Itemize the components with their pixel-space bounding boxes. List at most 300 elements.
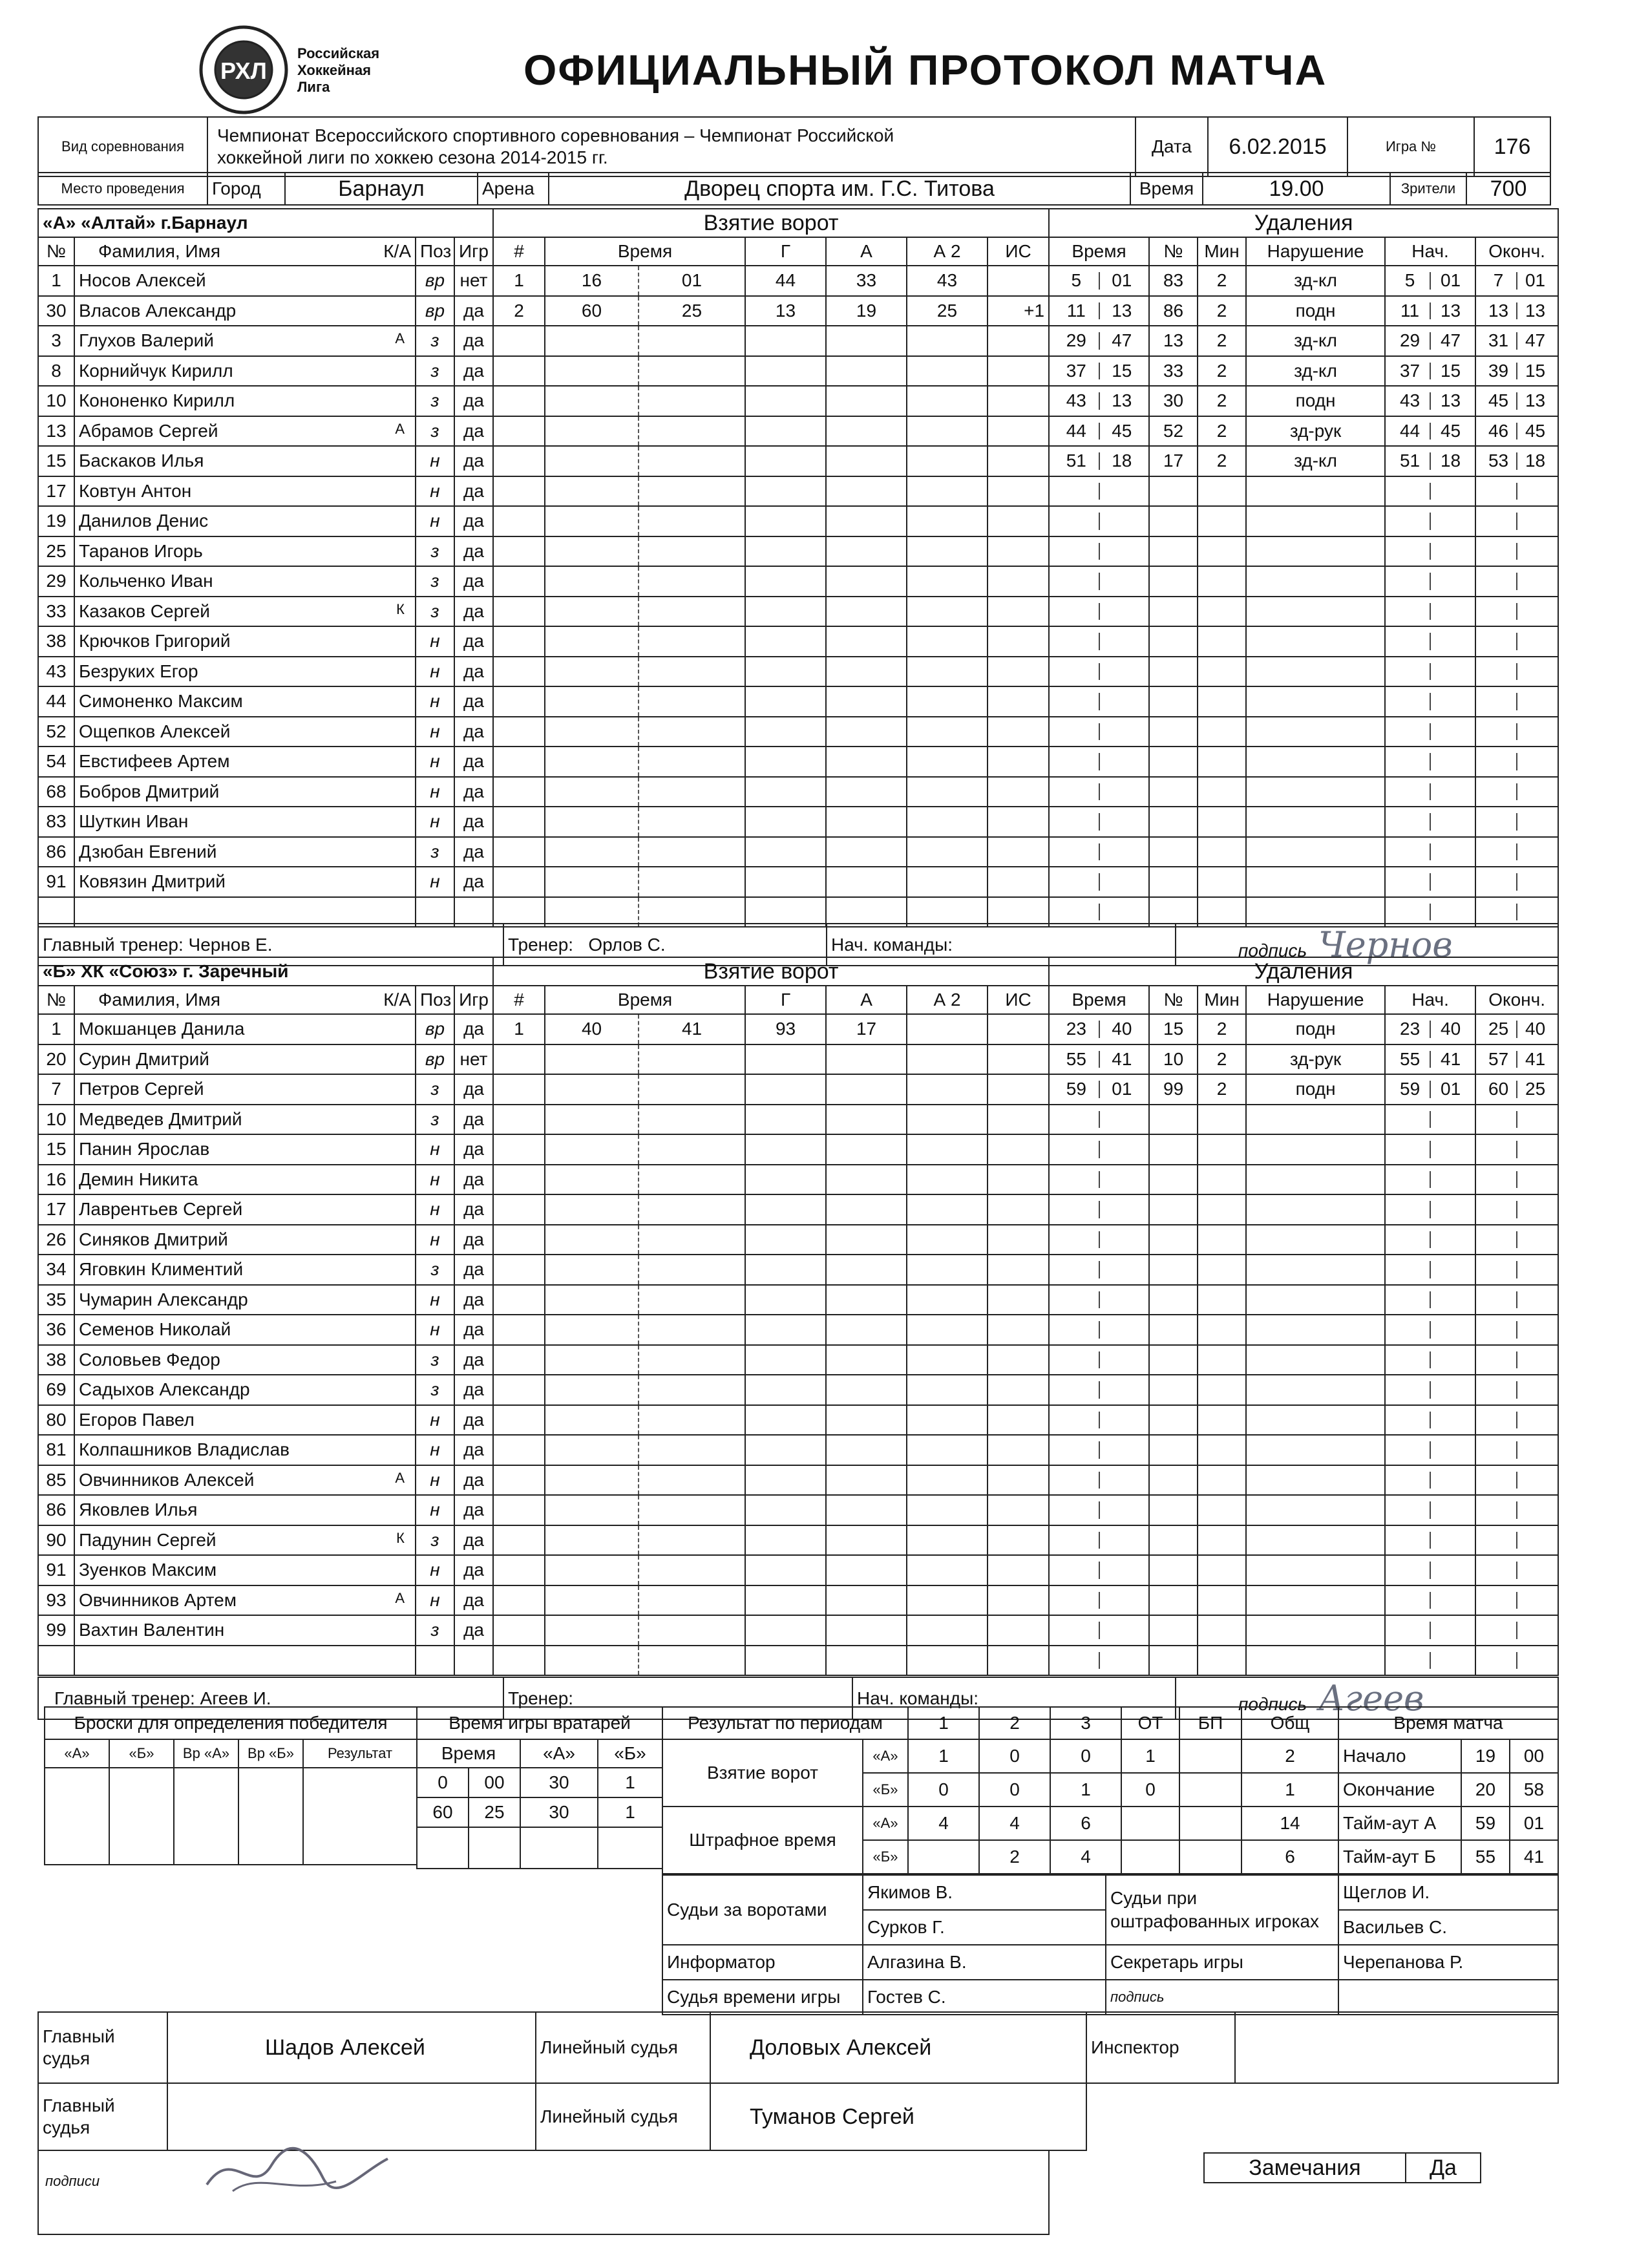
goal-number — [493, 1255, 545, 1285]
player-name: Семенов Николай — [79, 1319, 231, 1340]
player-ka: А — [395, 1589, 405, 1606]
time-seconds: 13 — [1440, 390, 1461, 411]
player-position: з — [416, 536, 454, 567]
penalty-start — [1385, 1105, 1475, 1135]
player-position: н — [416, 1465, 454, 1496]
goal-assist — [826, 356, 907, 387]
penalty-end — [1475, 416, 1558, 447]
player-played: да — [454, 506, 493, 536]
penalty-end — [1475, 686, 1558, 717]
player-position: н — [416, 446, 454, 476]
pen-a-total: 14 — [1241, 1807, 1338, 1840]
player-name: Яговкин Климентий — [79, 1259, 244, 1280]
penalty-minutes — [1198, 1285, 1246, 1315]
penalty-minutes — [1198, 1375, 1246, 1405]
player-ka: А — [395, 330, 405, 347]
penalty-start — [1385, 266, 1475, 296]
penalty-time — [1049, 1495, 1149, 1525]
goal-assist2 — [907, 1165, 988, 1195]
table-row — [38, 1555, 1558, 1585]
team-a-goals-title: Взятие ворот — [493, 209, 1049, 237]
penalty-start — [1385, 1194, 1475, 1225]
penalty-violation — [1246, 1105, 1385, 1135]
penalty-minutes — [1198, 717, 1246, 747]
time-seconds: 41 — [1525, 1048, 1546, 1069]
penalty-time — [1049, 1375, 1149, 1405]
goal-assist2 — [907, 1375, 988, 1405]
goal-number — [493, 1615, 545, 1646]
goal-number — [493, 1435, 545, 1465]
goal-assist — [826, 1405, 907, 1436]
goal-number — [493, 326, 545, 356]
table-row — [38, 777, 1558, 807]
time-minutes: 23 — [1400, 1019, 1421, 1039]
penalty-player — [1149, 1465, 1198, 1496]
col-name — [74, 986, 416, 1014]
col-pen-min: Мин — [1198, 986, 1246, 1014]
player-position: з — [416, 326, 454, 356]
player-position: з — [416, 416, 454, 447]
goal-number — [493, 1074, 545, 1105]
goal-assist — [826, 476, 907, 507]
goal-number — [493, 1134, 545, 1165]
player-name-cell — [74, 1375, 416, 1405]
goal-is — [988, 506, 1049, 536]
pen-b-total: 6 — [1241, 1840, 1338, 1874]
player-position: з — [416, 597, 454, 627]
goal-scorer — [745, 1585, 826, 1616]
goal-assist — [826, 626, 907, 657]
player-name-cell — [74, 1465, 416, 1496]
player-played: да — [454, 626, 493, 657]
penalty-end — [1475, 266, 1558, 296]
table-row — [38, 506, 1558, 536]
player-name: Егоров Павел — [79, 1409, 195, 1430]
goalie-time-sec: 00 — [469, 1768, 520, 1797]
col-pen-start: Нач. — [1385, 986, 1475, 1014]
penalty-time — [1049, 1585, 1149, 1616]
time-seconds: 40 — [1112, 1019, 1132, 1039]
player-played: да — [454, 566, 493, 597]
col-pen-num: № — [1149, 986, 1198, 1014]
goal-assist2 — [907, 416, 988, 447]
arena-label: Арена — [478, 173, 549, 205]
penalty-minutes: 2 — [1198, 1044, 1246, 1075]
goal-assist2 — [907, 536, 988, 567]
penalty-player — [1149, 1285, 1198, 1315]
goal-assist — [826, 1525, 907, 1556]
goal-assist — [826, 416, 907, 447]
penalty-time — [1049, 356, 1149, 387]
player-name: Ощепков Алексей — [79, 721, 231, 741]
inspector-label: Инспектор — [1086, 2012, 1235, 2083]
penalty-player — [1149, 1646, 1198, 1676]
goal-is — [988, 1465, 1049, 1496]
player-position: н — [416, 1405, 454, 1436]
city-value: Барнаул — [285, 173, 478, 205]
penalty-end — [1475, 386, 1558, 416]
goal-assist2 — [907, 1044, 988, 1075]
penalty-minutes — [1198, 867, 1246, 897]
goal-is — [988, 1345, 1049, 1375]
player-position: з — [416, 566, 454, 597]
player-number: 10 — [38, 386, 74, 416]
goal-scorer — [745, 1315, 826, 1345]
table-row — [38, 566, 1558, 597]
player-number: 80 — [38, 1405, 74, 1436]
penalty-minutes: 2 — [1198, 446, 1246, 476]
player-played: да — [454, 326, 493, 356]
penalty-minutes: 2 — [1198, 1014, 1246, 1044]
player-position: з — [416, 1525, 454, 1556]
penalty-violation — [1246, 1646, 1385, 1676]
player-position: з — [416, 1375, 454, 1405]
goal-time-sec — [639, 1646, 745, 1676]
time-seconds: 18 — [1112, 450, 1132, 471]
player-name-cell — [74, 536, 416, 567]
player-number: 17 — [38, 1194, 74, 1225]
penalty-start — [1385, 1615, 1475, 1646]
time-seconds: 13 — [1525, 390, 1546, 411]
goal-assist2 — [907, 1315, 988, 1345]
player-name: Данилов Денис — [79, 511, 209, 531]
goalie-empty-row — [598, 1827, 662, 1869]
time-minutes: 29 — [1399, 330, 1421, 351]
player-played: да — [454, 356, 493, 387]
goal-number — [493, 686, 545, 717]
player-name: Евстифеев Артем — [79, 751, 230, 772]
penalty-start — [1385, 1285, 1475, 1315]
col-pos: Поз — [416, 237, 454, 266]
goal-assist — [826, 326, 907, 356]
penalty-start — [1385, 296, 1475, 326]
penalty-violation — [1246, 686, 1385, 717]
goal-time-min — [545, 1285, 639, 1315]
penalty-minutes — [1198, 1435, 1246, 1465]
goal-scorer — [745, 1435, 826, 1465]
goal-assist2 — [907, 837, 988, 867]
goal-assist2 — [907, 867, 988, 897]
time-minutes: 44 — [1066, 420, 1086, 441]
player-position: з — [416, 837, 454, 867]
player-name: Овчинников Артем — [79, 1589, 237, 1610]
goal-is — [988, 1165, 1049, 1195]
col-pen-num: № — [1149, 237, 1198, 266]
player-number: 33 — [38, 597, 74, 627]
player-played: да — [454, 1134, 493, 1165]
penalty-time — [1049, 1285, 1149, 1315]
penalty-start — [1385, 1134, 1475, 1165]
goal-time-sec — [639, 777, 745, 807]
player-position: з — [416, 1105, 454, 1135]
penalty-end — [1475, 566, 1558, 597]
penalty-time — [1049, 566, 1149, 597]
goal-is — [988, 1615, 1049, 1646]
player-played: да — [454, 1345, 493, 1375]
player-name: Демин Никита — [79, 1169, 198, 1189]
goal-scorer — [745, 626, 826, 657]
team-b-title: «Б» ХК «Союз» г. Заречный — [38, 957, 493, 986]
penalty-minutes — [1198, 1165, 1246, 1195]
time-seconds: 18 — [1525, 450, 1546, 471]
periods-team-a: «А» — [863, 1739, 908, 1773]
player-name-cell — [74, 356, 416, 387]
col-goal-a2: А 2 — [907, 986, 988, 1014]
time-minutes: 7 — [1493, 270, 1504, 291]
table-row — [38, 1465, 1558, 1496]
penalty-end — [1475, 326, 1558, 356]
penalty-minutes: 2 — [1198, 356, 1246, 387]
team-a-title: «А» «Алтай» г.Барнаул — [38, 209, 493, 237]
goal-assist2 — [907, 566, 988, 597]
goal-is — [988, 1646, 1049, 1676]
shootout-col-vrb: Вр «Б» — [238, 1739, 303, 1768]
player-number: 43 — [38, 657, 74, 687]
time-minutes: 60 — [1488, 1079, 1509, 1099]
match-time-row — [1338, 1807, 1558, 1840]
goal-time-sec — [639, 807, 745, 837]
goal-time-min — [545, 1646, 639, 1676]
goal-assist — [826, 1105, 907, 1135]
goal-time-sec — [639, 416, 745, 447]
time-minutes: 59 — [1400, 1079, 1421, 1099]
player-number: 38 — [38, 1345, 74, 1375]
player-name: Казаков Сергей — [79, 600, 210, 621]
player-number: 15 — [38, 1134, 74, 1165]
penalty-violation — [1246, 566, 1385, 597]
pen-b-ot — [1121, 1840, 1179, 1874]
penalty-time — [1049, 686, 1149, 717]
time-minutes: 43 — [1066, 390, 1086, 411]
goal-number — [493, 717, 545, 747]
penalty-minutes — [1198, 1105, 1246, 1135]
player-position: н — [416, 867, 454, 897]
goal-assist2: 25 — [907, 296, 988, 326]
goal-is — [988, 867, 1049, 897]
player-position: з — [416, 386, 454, 416]
goal-number — [493, 1465, 545, 1496]
goal-time-min — [545, 837, 639, 867]
player-name-cell — [74, 1435, 416, 1465]
player-played: да — [454, 867, 493, 897]
player-number: 90 — [38, 1525, 74, 1556]
goal-scorer — [745, 1044, 826, 1075]
player-number: 86 — [38, 837, 74, 867]
match-time-sec: 01 — [1510, 1807, 1558, 1840]
goal-number — [493, 747, 545, 777]
penalty-violation — [1246, 1225, 1385, 1255]
shootout-table — [44, 1706, 417, 1865]
match-time-sec: 41 — [1510, 1840, 1558, 1874]
penalty-time — [1049, 1405, 1149, 1436]
goal-time-min — [545, 1495, 639, 1525]
player-name-cell — [74, 1315, 416, 1345]
goal-time-sec — [639, 1495, 745, 1525]
goal-is — [988, 1285, 1049, 1315]
penalty-time — [1049, 1555, 1149, 1585]
goal-number — [493, 1405, 545, 1436]
player-name-cell — [74, 566, 416, 597]
player-name: Лаврентьев Сергей — [79, 1199, 243, 1220]
goal-scorer — [745, 1134, 826, 1165]
goal-number — [493, 1345, 545, 1375]
goal-time-min — [545, 686, 639, 717]
player-played: да — [454, 747, 493, 777]
goal-time-min: 60 — [545, 296, 639, 326]
goal-number — [493, 566, 545, 597]
linesman-label: Линейный судья — [536, 2083, 710, 2150]
penalty-start — [1385, 1014, 1475, 1044]
player-position: з — [416, 1345, 454, 1375]
team-b-coach-label: Главный тренер: — [54, 1688, 195, 1708]
goal-is — [988, 1405, 1049, 1436]
time-seconds: 01 — [1440, 270, 1461, 291]
penalty-end — [1475, 1495, 1558, 1525]
penalty-start — [1385, 807, 1475, 837]
goal-is — [988, 1194, 1049, 1225]
time-minutes: 43 — [1399, 390, 1421, 411]
goal-assist — [826, 1165, 907, 1195]
goalie-b: 1 — [598, 1768, 662, 1797]
goal-number — [493, 1585, 545, 1616]
goal-time-sec — [639, 1105, 745, 1135]
goals-b-1: 0 — [908, 1773, 979, 1807]
goal-scorer — [745, 1074, 826, 1105]
goal-assist — [826, 657, 907, 687]
goal-is: +1 — [988, 296, 1049, 326]
league-name-line2: Хоккейная — [297, 62, 371, 78]
goal-number: 1 — [493, 1014, 545, 1044]
player-position: н — [416, 1225, 454, 1255]
player-played: да — [454, 1194, 493, 1225]
goal-assist2 — [907, 1405, 988, 1436]
goal-time-min — [545, 1435, 639, 1465]
player-number: 1 — [38, 266, 74, 296]
penalty-player — [1149, 837, 1198, 867]
table-row — [38, 1315, 1558, 1345]
player-position: н — [416, 1315, 454, 1345]
goal-scorer — [745, 717, 826, 747]
player-ka: А — [395, 420, 405, 437]
player-number: 44 — [38, 686, 74, 717]
col-pen-time: Время — [1049, 237, 1149, 266]
player-played: да — [454, 476, 493, 507]
goal-scorer — [745, 1225, 826, 1255]
penalty-start — [1385, 777, 1475, 807]
player-number: 13 — [38, 416, 74, 447]
player-name: Крючков Григорий — [79, 631, 231, 652]
penalty-violation — [1246, 1615, 1385, 1646]
pen-b-1 — [908, 1840, 979, 1874]
penalty-end — [1475, 1315, 1558, 1345]
penalty-violation — [1246, 1285, 1385, 1315]
goal-scorer — [745, 1255, 826, 1285]
time-seconds: 18 — [1440, 450, 1461, 471]
goal-assist2 — [907, 1285, 988, 1315]
goal-number — [493, 356, 545, 387]
player-position: н — [416, 1555, 454, 1585]
team-b-trainer: Тренер: — [503, 1677, 852, 1719]
goal-scorer — [745, 1555, 826, 1585]
time-minutes: 45 — [1488, 390, 1509, 411]
player-played: да — [454, 536, 493, 567]
player-number: 36 — [38, 1315, 74, 1345]
penalty-time — [1049, 626, 1149, 657]
penalty-time — [1049, 296, 1149, 326]
penalty-player — [1149, 1405, 1198, 1436]
player-name-cell — [74, 686, 416, 717]
goals-a-3: 0 — [1050, 1739, 1121, 1773]
goal-assist — [826, 446, 907, 476]
goal-assist — [826, 1615, 907, 1646]
goal-time-sec — [639, 1375, 745, 1405]
penalty-end — [1475, 476, 1558, 507]
player-position: н — [416, 1165, 454, 1195]
penalty-start — [1385, 657, 1475, 687]
penalty-time — [1049, 1255, 1149, 1285]
goal-assist2 — [907, 657, 988, 687]
player-position: н — [416, 807, 454, 837]
goal-scorer — [745, 1165, 826, 1195]
penalty-player — [1149, 1194, 1198, 1225]
table-row — [38, 476, 1558, 507]
goal-assist2 — [907, 356, 988, 387]
goal-scorer — [745, 1615, 826, 1646]
team-b-coach-value: Агеев И. — [200, 1688, 271, 1708]
goal-is — [988, 626, 1049, 657]
player-number: 10 — [38, 1105, 74, 1135]
table-row — [38, 807, 1558, 837]
player-played: да — [454, 657, 493, 687]
goal-scorer — [745, 1646, 826, 1676]
match-time-min: 20 — [1461, 1773, 1510, 1807]
player-played: да — [454, 1285, 493, 1315]
penalty-end — [1475, 1405, 1558, 1436]
match-time-min: 19 — [1461, 1739, 1510, 1773]
goals-a-total: 2 — [1241, 1739, 1338, 1773]
player-name: Овчинников Алексей — [79, 1469, 255, 1490]
player-number: 15 — [38, 446, 74, 476]
goal-is — [988, 1105, 1049, 1135]
player-name: Садыхов Александр — [79, 1379, 250, 1400]
pen-b-2: 2 — [979, 1840, 1050, 1874]
penalty-violation: подн — [1246, 1074, 1385, 1105]
penalty-minutes — [1198, 506, 1246, 536]
penalty-violation — [1246, 597, 1385, 627]
penalty-player — [1149, 626, 1198, 657]
penalty-end — [1475, 1525, 1558, 1556]
goal-is — [988, 717, 1049, 747]
player-number: 3 — [38, 326, 74, 356]
penalty-player — [1149, 1105, 1198, 1135]
player-name: Власов Александр — [79, 300, 237, 321]
player-name: Панин Ярослав — [79, 1139, 210, 1160]
goal-assist — [826, 536, 907, 567]
player-name-cell — [74, 1585, 416, 1616]
goal-assist2 — [907, 1465, 988, 1496]
goals-b-bp — [1179, 1773, 1241, 1807]
goal-time-min — [545, 1044, 639, 1075]
pen-a-3: 6 — [1050, 1807, 1121, 1840]
penalty-player: 83 — [1149, 266, 1198, 296]
player-name: Мокшанцев Данила — [79, 1019, 245, 1039]
goal-time-min — [545, 717, 639, 747]
penalty-minutes — [1198, 1585, 1246, 1616]
time-seconds: 01 — [1112, 1079, 1132, 1099]
table-row — [38, 626, 1558, 657]
goal-scorer — [745, 657, 826, 687]
player-number: 17 — [38, 476, 74, 507]
